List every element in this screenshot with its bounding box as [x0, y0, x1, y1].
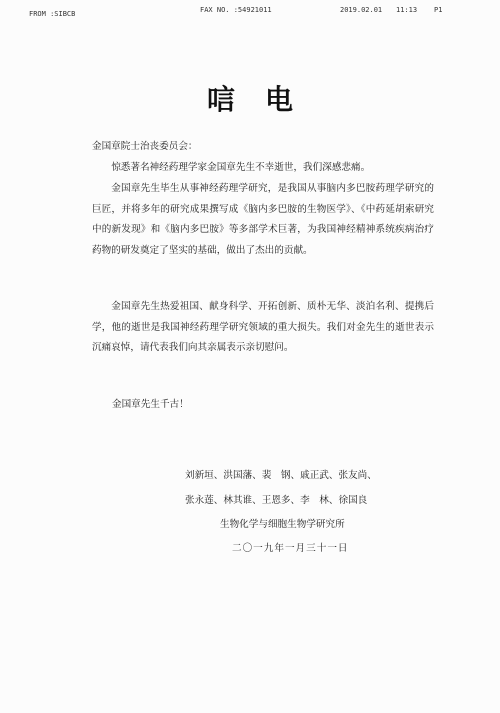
fax-time: 11:13 — [396, 6, 418, 14]
salutation: 金国章院士治丧委员会： — [92, 141, 198, 152]
fax-page-number: P1 — [434, 6, 443, 14]
paragraph-3: 金国章先生热爱祖国、献身科学、开拓创新、质朴无华、淡泊名利、提携后学，他的逝世是我国神经药理学研究领域的重大损失。我们对金先生的逝世表示沉痛哀悼，请代表我们向其亲属表示亲切慰问。 — [92, 301, 434, 353]
paragraph-4: 金国章先生千古！ — [112, 399, 189, 410]
fax-header — [0, 6, 500, 20]
signatories-line-1: 刘新垣、洪国藩、裴 钢、戚正武、张友尚、 — [185, 470, 377, 481]
signing-organization: 生物化学与细胞生物学研究所 — [220, 519, 345, 530]
signatories-line-2: 张永莲、林其谁、王恩多、李 林、徐国良 — [185, 495, 368, 506]
fax-date: 2019.02.01 — [340, 6, 383, 14]
signing-date: 二〇一九年一月三十一日 — [232, 543, 349, 554]
fax-from: FROM :SIBCB — [29, 10, 76, 18]
paragraph-1: 惊悉著名神经药理学家金国章先生不幸逝世，我们深感悲痛。 — [111, 162, 371, 173]
document-title: 唁电 — [206, 83, 323, 116]
fax-number: FAX NO. :54921011 — [200, 6, 272, 14]
paragraph-2: 金国章先生毕生从事神经药理学研究，是我国从事脑内多巴胺药理学研究的巨匠，并将多年的研究成果撰写成《脑内多巴胺的生物医学》、《中药延胡索研究中的新发现》和《脑内多巴胺》等多部学术巨著，为我国神经精神系统疾病治疗药物的研发奠定了坚实的基础，做出了杰出的贡献。 — [92, 183, 434, 256]
